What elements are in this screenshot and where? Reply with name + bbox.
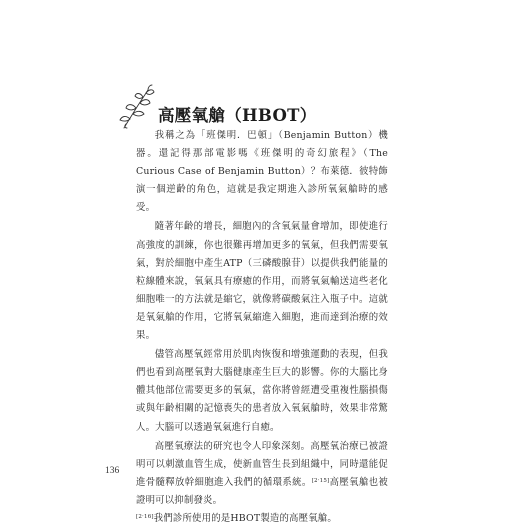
paragraph-text: 我們診所使用的是HBOT製造的高壓氧艙。 xyxy=(153,512,337,524)
paragraph-text: 高壓氧艙也被證明可以抑制發炎。 xyxy=(136,476,388,506)
paragraph-text: 高壓氧療法的研究也令人印象深刻。高壓氧治療已被證明可以刺激血管生成，使新血管生長到組織中，同時還能促進骨髓釋放幹細胞進入我們的循環系統。 xyxy=(136,440,388,488)
paragraph xyxy=(136,346,388,436)
body-text xyxy=(136,127,388,529)
plant-sprig-icon xyxy=(118,84,156,130)
paragraph xyxy=(136,438,388,528)
page-number: 136 xyxy=(105,466,120,476)
paragraph xyxy=(136,127,388,217)
citation-ref: [2·16] xyxy=(136,513,154,520)
paragraph-text: 我稱之為「班傑明．巴頓」（Benjamin Button）機器。還記得那部電影嗎《班傑明的奇幻旅程》（The Curious Case of Benjamin Button）？布萊德．彼特飾演一個逆齡的角色，這就是我定期進入診所氧氣艙時的感受。 xyxy=(136,130,388,214)
paragraph-text: 儘管高壓氧經常用於肌肉恢復和增強運動的表現，但我們也看到高壓氧對大腦健康產生巨大的影響。你的大腦比身體其他部位需要更多的氧氣，當你將曾經遭受重複性腦損傷或與年齡相關的記憶喪失的患者放入氧氣艙時，效果非常驚人。大腦可以透過氧氣進行自癒。 xyxy=(136,349,388,433)
paragraph-text: 隨著年齡的增長，細胞內的含氧氣量會增加，即使進行高強度的訓練，你也很難再增加更多的氧氣，但我們需要氧氣，對於細胞中產生ATP（三磷酸腺苷）以提供我們能量的粒線體來說，氧氣具有療癒的作用，而將氧氣輸送這些老化細胞唯一的方法就是縮它，就像將碳酸氣注入瓶子中。這就是氧氣艙的作用，它將氧氣縮進入細胞，進而達到治療的效果。 xyxy=(136,221,388,342)
section-title: 高壓氧艙（HBOT） xyxy=(158,106,317,125)
paragraph xyxy=(136,218,388,345)
section-heading xyxy=(118,84,317,130)
citation-ref: [2·15] xyxy=(311,477,330,484)
